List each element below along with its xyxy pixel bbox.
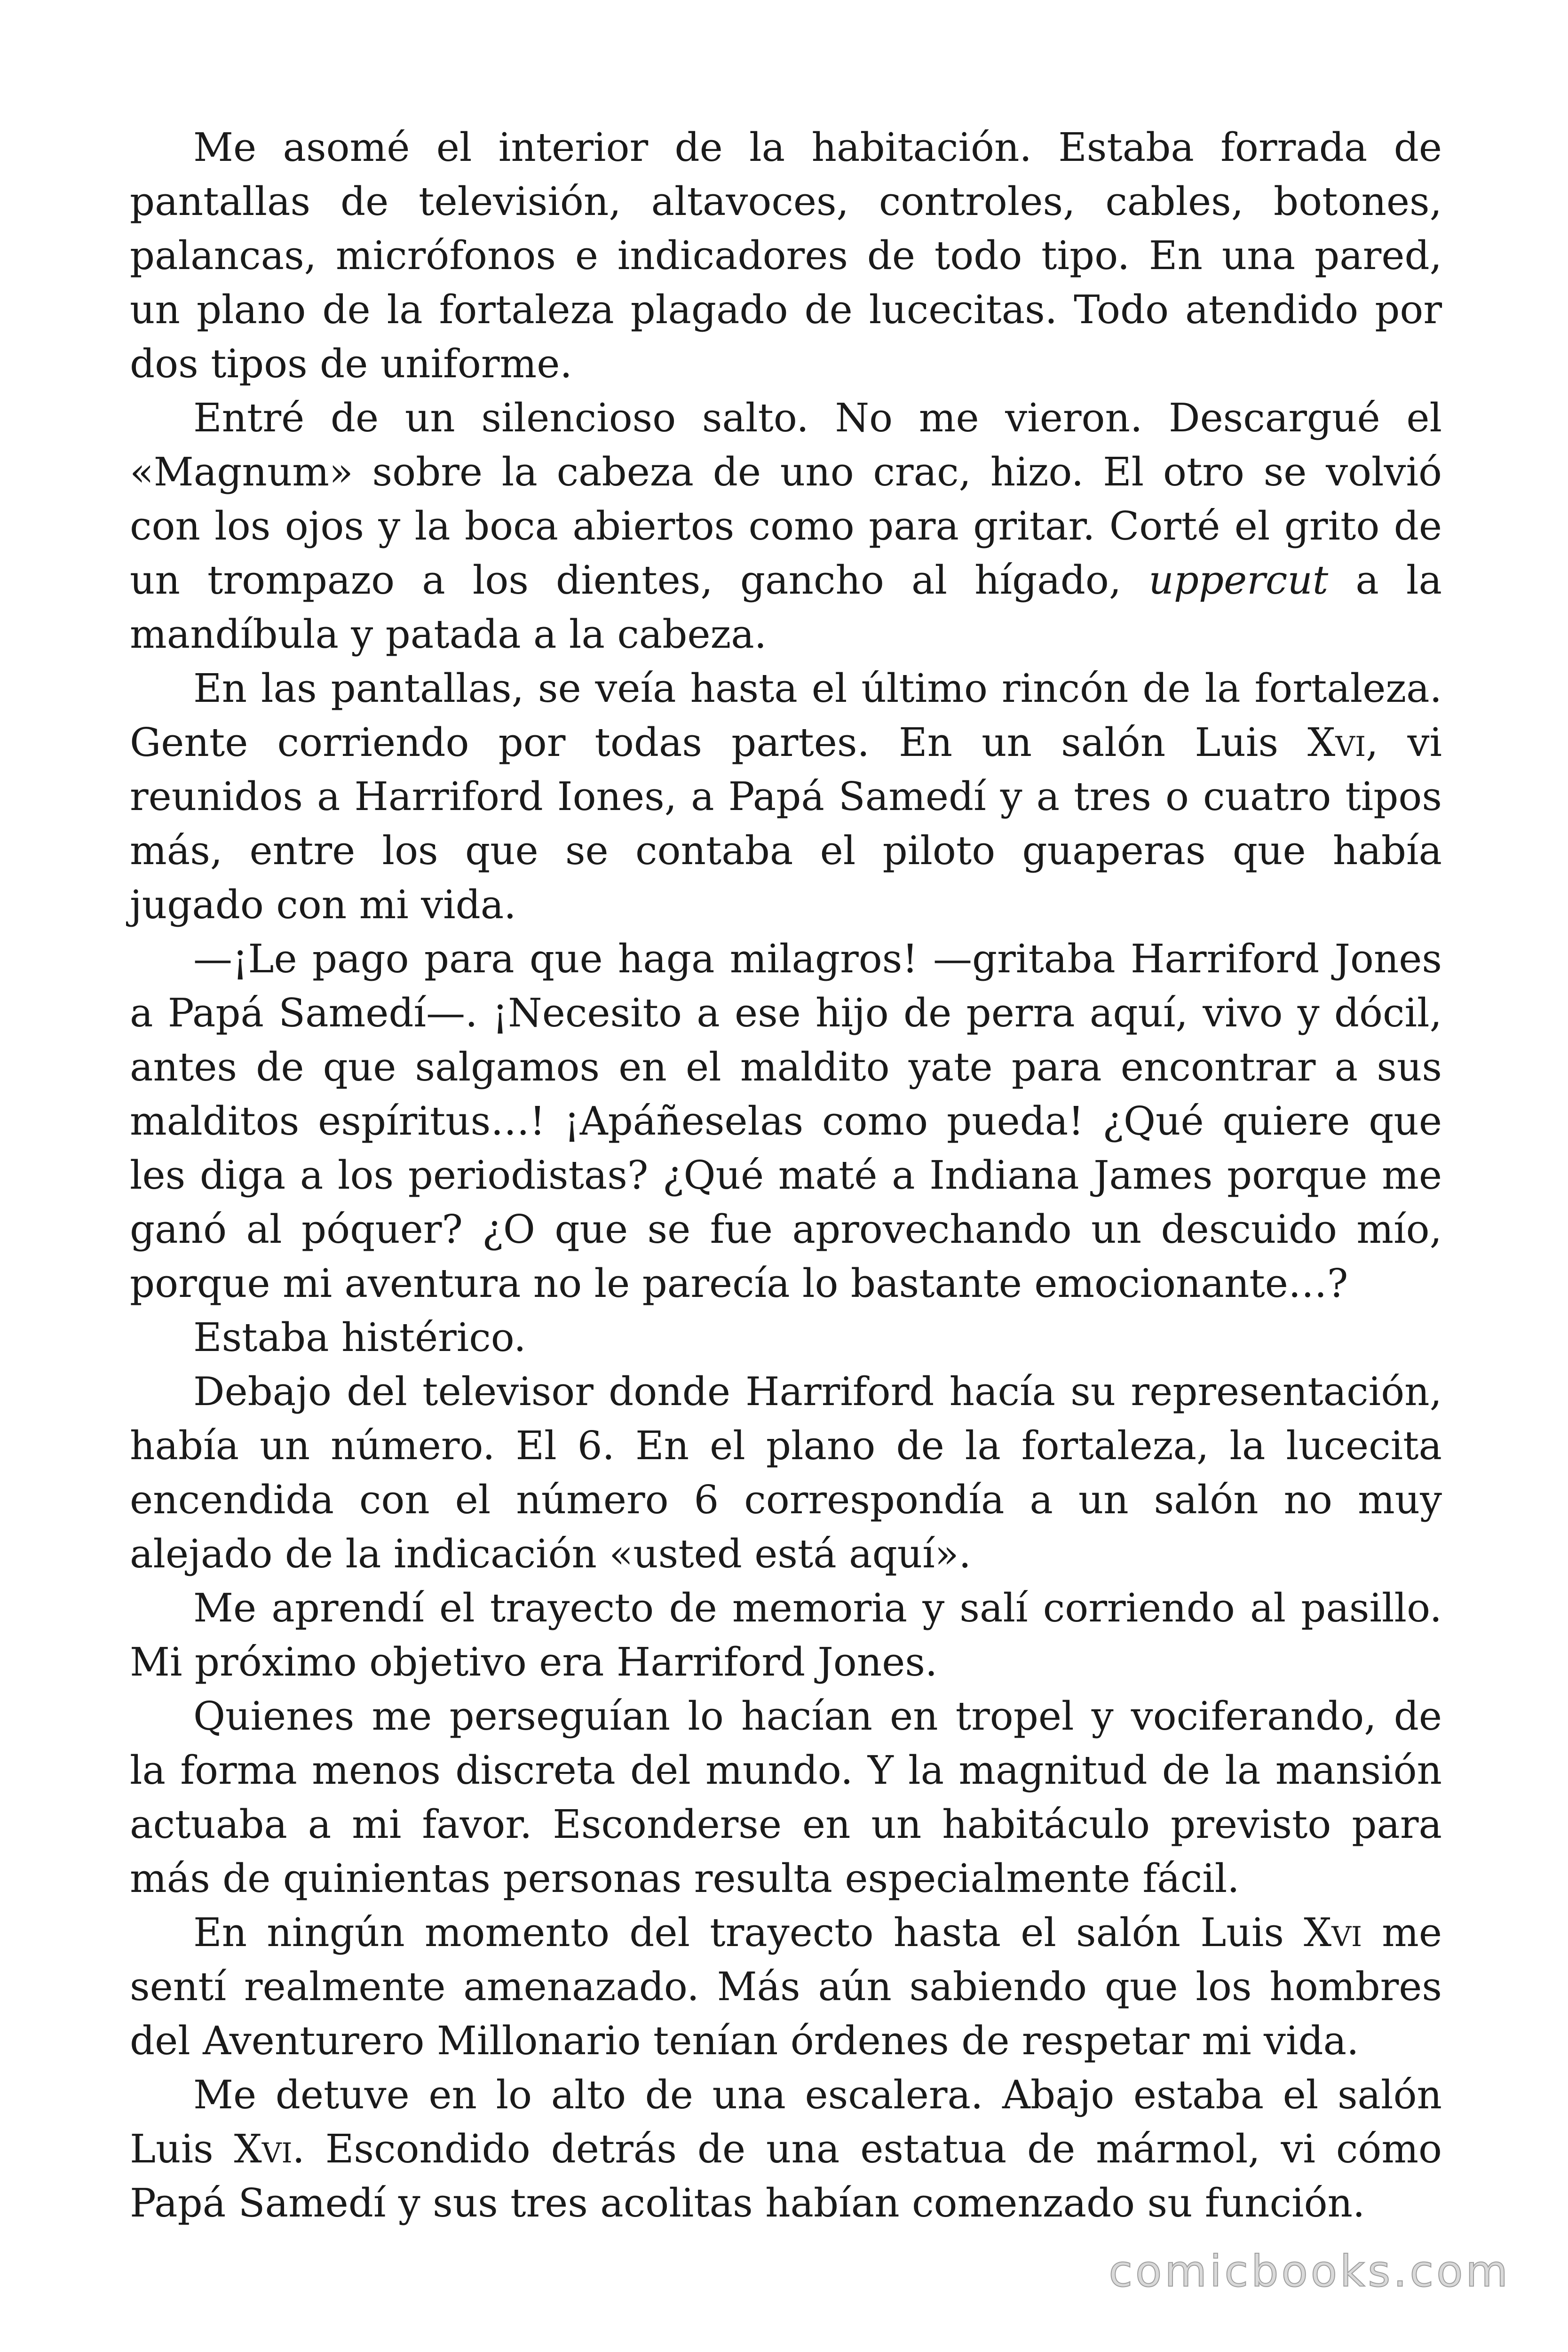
text-run: En ningún momento del trayecto hasta el salón Luis [193,1910,1304,1955]
paragraph [130,661,1442,932]
text-run: Quienes me perseguían lo hacían en tropel y vociferando, de la forma menos discreta del mundo. Y la magnitud de la mansión actuaba a mi favor. Esconderse en un habitáculo previsto para más de quinientas personas resulta especialmente fácil. [130,1693,1442,1901]
text-run: Me detuve en lo alto de una escalera. Abajo estaba el salón Luis [130,2072,1442,2172]
text-run: Me aprendí el trayecto de memoria y salí corriendo al pasillo. Mi próximo objetivo era Harriford Jones. [130,1585,1442,1685]
paragraph [130,1689,1442,1906]
text-run: , vi reunidos a Harriford Iones, a Papá Samedí y a tres o cuatro tipos más, entre los que se contaba el piloto guaperas que había jugado con mi vida. [130,720,1442,928]
text-run: Debajo del televisor donde Harriford hacía su representación, había un número. El 6. En el plano de la fortaleza, la lucecita encendida con el número 6 correspondía a un salón no muy alejado de la indicación «usted está aquí». [130,1369,1442,1577]
paragraph [130,1365,1442,1581]
italic-text: uppercut [1148,557,1329,603]
text-run: a la mandíbula y patada a la cabeza. [130,557,1442,657]
paragraph [130,1906,1442,2068]
paragraph [130,120,1442,391]
paragraph [130,391,1442,661]
paragraph [130,932,1442,1311]
small-caps-text: Xvi [234,2126,293,2172]
paragraph [130,1311,1442,1365]
paragraph [130,1581,1442,1689]
text-run: me sentí realmente amenazado. Más aún sabiendo que los hombres del Aventurero Millonario tenían órdenes de respetar mi vida. [130,1910,1442,2064]
text-run: Me asomé el interior de la habitación. Estaba forrada de pantallas de televisión, altavoces, controles, cables, botones, palancas, micrófonos e indicadores de todo tipo. En una pared, un plano de la fortaleza plagado de lucecitas. Todo atendido por dos tipos de uniforme. [130,125,1442,387]
text-run: En las pantallas, se veía hasta el último rincón de la fortaleza. Gente corriendo por todas partes. En un salón Luis [130,666,1442,765]
text-run: Estaba histérico. [193,1315,526,1360]
paragraph [130,2068,1442,2230]
text-run: —¡Le pago para que haga milagros! —gritaba Harriford Jones a Papá Samedí—. ¡Necesito a ese hijo de perra aquí, vivo y dócil, antes de que salgamos en el maldito yate para encontrar a sus malditos espíritus…! ¡Apáñeselas como pueda! ¿Qué quiere que les diga a los periodistas? ¿Qué maté a Indiana James porque me ganó al póquer? ¿O que se fue aprovechando un descuido mío, porque mi aventura no le parecía lo bastante emocionante…? [130,936,1442,1306]
small-caps-text: Xvi [1307,720,1366,765]
text-run: Entré de un silencioso salto. No me vieron. Descargué el «Magnum» sobre la cabeza de uno crac, hizo. El otro se volvió con los ojos y la boca abiertos como para gritar. Corté el grito de un trompazo a los dientes, gancho al hígado, [130,395,1442,603]
small-caps-text: Xvi [1304,1910,1362,1955]
watermark: comicbooks.com [1109,2246,1511,2296]
body-text [130,120,1442,2230]
text-run: . Escondido detrás de una estatua de mármol, vi cómo Papá Samedí y sus tres acolitas habían comenzado su función. [130,2126,1442,2226]
